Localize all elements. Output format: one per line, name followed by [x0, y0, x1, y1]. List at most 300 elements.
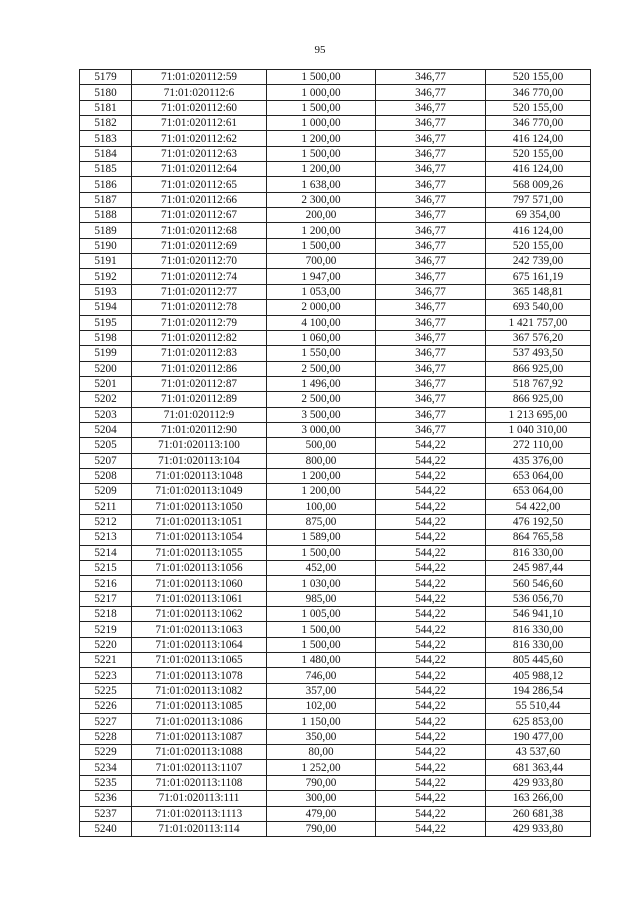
area-cell: 300,00 — [267, 791, 376, 806]
table-row — [80, 699, 591, 714]
cadastral-number-cell: 71:01:020113:1064 — [132, 637, 267, 652]
specific-value-cell: 346,77 — [376, 330, 486, 345]
row-number-cell: 5204 — [80, 422, 132, 437]
table-row — [80, 791, 591, 806]
cadastral-number-cell: 71:01:020112:64 — [132, 162, 267, 177]
specific-value-cell: 346,77 — [376, 254, 486, 269]
area-cell: 1 200,00 — [267, 162, 376, 177]
cadastral-number-cell: 71:01:020113:1061 — [132, 591, 267, 606]
row-number-cell: 5229 — [80, 745, 132, 760]
row-number-cell: 5214 — [80, 545, 132, 560]
table-body — [80, 70, 591, 837]
specific-value-cell: 544,22 — [376, 591, 486, 606]
specific-value-cell: 346,77 — [376, 376, 486, 391]
area-cell: 2 500,00 — [267, 361, 376, 376]
cadastral-value-cell: 536 056,70 — [486, 591, 591, 606]
cadastral-value-cell: 346 770,00 — [486, 116, 591, 131]
row-number-cell: 5202 — [80, 392, 132, 407]
area-cell: 985,00 — [267, 591, 376, 606]
table-row — [80, 468, 591, 483]
area-cell: 2 000,00 — [267, 300, 376, 315]
table-row — [80, 116, 591, 131]
row-number-cell: 5215 — [80, 561, 132, 576]
specific-value-cell: 346,77 — [376, 223, 486, 238]
cadastral-number-cell: 71:01:020112:60 — [132, 100, 267, 115]
area-cell: 1 200,00 — [267, 468, 376, 483]
cadastral-value-cell: 797 571,00 — [486, 192, 591, 207]
cadastral-number-cell: 71:01:020112:66 — [132, 192, 267, 207]
row-number-cell: 5211 — [80, 499, 132, 514]
area-cell: 1 500,00 — [267, 622, 376, 637]
area-cell: 1 550,00 — [267, 346, 376, 361]
cadastral-number-cell: 71:01:020113:1060 — [132, 576, 267, 591]
cadastral-value-cell: 416 124,00 — [486, 131, 591, 146]
cadastral-number-cell: 71:01:020113:1082 — [132, 683, 267, 698]
table-row — [80, 576, 591, 591]
cadastral-number-cell: 71:01:020113:1063 — [132, 622, 267, 637]
specific-value-cell: 544,22 — [376, 561, 486, 576]
specific-value-cell: 346,77 — [376, 346, 486, 361]
row-number-cell: 5220 — [80, 637, 132, 652]
cadastral-number-cell: 71:01:020112:77 — [132, 284, 267, 299]
cadastral-value-cell: 816 330,00 — [486, 545, 591, 560]
row-number-cell: 5236 — [80, 791, 132, 806]
cadastral-number-cell: 71:01:020113:1113 — [132, 806, 267, 821]
cadastral-number-cell: 71:01:020112:61 — [132, 116, 267, 131]
specific-value-cell: 544,22 — [376, 514, 486, 529]
cadastral-number-cell: 71:01:020113:104 — [132, 453, 267, 468]
cadastral-number-cell: 71:01:020112:9 — [132, 407, 267, 422]
specific-value-cell: 544,22 — [376, 806, 486, 821]
specific-value-cell: 544,22 — [376, 438, 486, 453]
row-number-cell: 5189 — [80, 223, 132, 238]
cadastral-number-cell: 71:01:020112:90 — [132, 422, 267, 437]
area-cell: 1 589,00 — [267, 530, 376, 545]
area-cell: 1 000,00 — [267, 116, 376, 131]
row-number-cell: 5199 — [80, 346, 132, 361]
cadastral-number-cell: 71:01:020112:74 — [132, 269, 267, 284]
table-row — [80, 238, 591, 253]
area-cell: 479,00 — [267, 806, 376, 821]
table-row — [80, 422, 591, 437]
specific-value-cell: 346,77 — [376, 238, 486, 253]
cadastral-value-cell: 866 925,00 — [486, 361, 591, 376]
area-cell: 1 947,00 — [267, 269, 376, 284]
specific-value-cell: 544,22 — [376, 484, 486, 499]
table-row — [80, 591, 591, 606]
table-row — [80, 85, 591, 100]
area-cell: 100,00 — [267, 499, 376, 514]
cadastral-value-cell: 416 124,00 — [486, 162, 591, 177]
cadastral-number-cell: 71:01:020113:1065 — [132, 653, 267, 668]
cadastral-number-cell: 71:01:020113:1062 — [132, 607, 267, 622]
area-cell: 1 500,00 — [267, 100, 376, 115]
specific-value-cell: 346,77 — [376, 422, 486, 437]
cadastral-number-cell: 71:01:020113:1107 — [132, 760, 267, 775]
area-cell: 4 100,00 — [267, 315, 376, 330]
area-cell: 3 500,00 — [267, 407, 376, 422]
table-row — [80, 131, 591, 146]
table-row — [80, 668, 591, 683]
table-row — [80, 683, 591, 698]
table-row — [80, 714, 591, 729]
specific-value-cell: 346,77 — [376, 70, 486, 85]
area-cell: 700,00 — [267, 254, 376, 269]
specific-value-cell: 544,22 — [376, 791, 486, 806]
cadastral-number-cell: 71:01:020112:70 — [132, 254, 267, 269]
row-number-cell: 5201 — [80, 376, 132, 391]
cadastral-value-cell: 69 354,00 — [486, 208, 591, 223]
cadastral-value-cell: 520 155,00 — [486, 100, 591, 115]
cadastral-number-cell: 71:01:020113:111 — [132, 791, 267, 806]
cadastral-value-cell: 866 925,00 — [486, 392, 591, 407]
row-number-cell: 5181 — [80, 100, 132, 115]
cadastral-number-cell: 71:01:020113:1050 — [132, 499, 267, 514]
row-number-cell: 5203 — [80, 407, 132, 422]
row-number-cell: 5184 — [80, 146, 132, 161]
area-cell: 790,00 — [267, 821, 376, 836]
cadastral-number-cell: 71:01:020112:62 — [132, 131, 267, 146]
specific-value-cell: 544,22 — [376, 760, 486, 775]
row-number-cell: 5188 — [80, 208, 132, 223]
table-row — [80, 100, 591, 115]
cadastral-number-cell: 71:01:020112:68 — [132, 223, 267, 238]
specific-value-cell: 544,22 — [376, 468, 486, 483]
specific-value-cell: 346,77 — [376, 131, 486, 146]
cadastral-value-cell: 653 064,00 — [486, 484, 591, 499]
cadastral-number-cell: 71:01:020113:1086 — [132, 714, 267, 729]
cadastral-value-cell: 429 933,80 — [486, 821, 591, 836]
table-row — [80, 330, 591, 345]
table-row — [80, 223, 591, 238]
area-cell: 200,00 — [267, 208, 376, 223]
area-cell: 1 252,00 — [267, 760, 376, 775]
cadastral-number-cell: 71:01:020113:1054 — [132, 530, 267, 545]
specific-value-cell: 544,22 — [376, 653, 486, 668]
cadastral-number-cell: 71:01:020112:59 — [132, 70, 267, 85]
cadastral-value-cell: 625 853,00 — [486, 714, 591, 729]
cadastral-value-cell: 675 161,19 — [486, 269, 591, 284]
row-number-cell: 5208 — [80, 468, 132, 483]
specific-value-cell: 346,77 — [376, 407, 486, 422]
page-number: 95 — [314, 44, 326, 56]
cadastral-number-cell: 71:01:020113:1048 — [132, 468, 267, 483]
specific-value-cell: 544,22 — [376, 699, 486, 714]
area-cell: 1 200,00 — [267, 223, 376, 238]
area-cell: 1 496,00 — [267, 376, 376, 391]
cadastral-number-cell: 71:01:020112:67 — [132, 208, 267, 223]
area-cell: 2 500,00 — [267, 392, 376, 407]
table-row — [80, 545, 591, 560]
cadastral-value-cell: 405 988,12 — [486, 668, 591, 683]
cadastral-number-cell: 71:01:020113:1087 — [132, 729, 267, 744]
cadastral-value-cell: 242 739,00 — [486, 254, 591, 269]
cadastral-value-cell: 245 987,44 — [486, 561, 591, 576]
area-cell: 1 500,00 — [267, 238, 376, 253]
row-number-cell: 5187 — [80, 192, 132, 207]
table-row — [80, 162, 591, 177]
row-number-cell: 5225 — [80, 683, 132, 698]
specific-value-cell: 346,77 — [376, 100, 486, 115]
table-row — [80, 561, 591, 576]
row-number-cell: 5219 — [80, 622, 132, 637]
row-number-cell: 5218 — [80, 607, 132, 622]
row-number-cell: 5191 — [80, 254, 132, 269]
table-row — [80, 745, 591, 760]
cadastral-number-cell: 71:01:020112:6 — [132, 85, 267, 100]
area-cell: 452,00 — [267, 561, 376, 576]
area-cell: 350,00 — [267, 729, 376, 744]
specific-value-cell: 544,22 — [376, 729, 486, 744]
row-number-cell: 5192 — [80, 269, 132, 284]
row-number-cell: 5180 — [80, 85, 132, 100]
row-number-cell: 5194 — [80, 300, 132, 315]
area-cell: 1 053,00 — [267, 284, 376, 299]
area-cell: 1 060,00 — [267, 330, 376, 345]
table-row — [80, 254, 591, 269]
cadastral-number-cell: 71:01:020113:1085 — [132, 699, 267, 714]
cadastral-value-cell: 864 765,58 — [486, 530, 591, 545]
specific-value-cell: 346,77 — [376, 146, 486, 161]
area-cell: 1 150,00 — [267, 714, 376, 729]
table-row — [80, 177, 591, 192]
table-row — [80, 622, 591, 637]
cadastral-value-cell: 693 540,00 — [486, 300, 591, 315]
cadastral-value-cell: 367 576,20 — [486, 330, 591, 345]
table-row — [80, 653, 591, 668]
row-number-cell: 5183 — [80, 131, 132, 146]
cadastral-number-cell: 71:01:020112:89 — [132, 392, 267, 407]
row-number-cell: 5185 — [80, 162, 132, 177]
cadastral-value-cell: 537 493,50 — [486, 346, 591, 361]
row-number-cell: 5209 — [80, 484, 132, 499]
area-cell: 102,00 — [267, 699, 376, 714]
table-row — [80, 514, 591, 529]
cadastral-value-cell: 805 445,60 — [486, 653, 591, 668]
area-cell: 800,00 — [267, 453, 376, 468]
cadastral-value-cell: 1 213 695,00 — [486, 407, 591, 422]
table-row — [80, 760, 591, 775]
area-cell: 3 000,00 — [267, 422, 376, 437]
cadastral-value-cell: 1 040 310,00 — [486, 422, 591, 437]
table-row — [80, 361, 591, 376]
table-row — [80, 806, 591, 821]
cadastral-value-cell: 54 422,00 — [486, 499, 591, 514]
area-cell: 1 638,00 — [267, 177, 376, 192]
specific-value-cell: 544,22 — [376, 821, 486, 836]
cadastral-number-cell: 71:01:020113:1108 — [132, 775, 267, 790]
cadastral-number-cell: 71:01:020113:1078 — [132, 668, 267, 683]
row-number-cell: 5221 — [80, 653, 132, 668]
cadastral-number-cell: 71:01:020113:1055 — [132, 545, 267, 560]
cadastral-value-cell: 435 376,00 — [486, 453, 591, 468]
area-cell: 2 300,00 — [267, 192, 376, 207]
area-cell: 500,00 — [267, 438, 376, 453]
specific-value-cell: 346,77 — [376, 300, 486, 315]
cadastral-value-cell: 1 421 757,00 — [486, 315, 591, 330]
cadastral-number-cell: 71:01:020112:82 — [132, 330, 267, 345]
cadastral-number-cell: 71:01:020112:79 — [132, 315, 267, 330]
cadastral-number-cell: 71:01:020112:86 — [132, 361, 267, 376]
table-row — [80, 70, 591, 85]
area-cell: 80,00 — [267, 745, 376, 760]
specific-value-cell: 346,77 — [376, 177, 486, 192]
cadastral-number-cell: 71:01:020113:1051 — [132, 514, 267, 529]
cadastral-value-cell: 476 192,50 — [486, 514, 591, 529]
row-number-cell: 5223 — [80, 668, 132, 683]
cadastral-value-cell: 163 266,00 — [486, 791, 591, 806]
area-cell: 1 030,00 — [267, 576, 376, 591]
row-number-cell: 5179 — [80, 70, 132, 85]
row-number-cell: 5190 — [80, 238, 132, 253]
specific-value-cell: 346,77 — [376, 269, 486, 284]
row-number-cell: 5227 — [80, 714, 132, 729]
cadastral-number-cell: 71:01:020112:63 — [132, 146, 267, 161]
cadastral-number-cell: 71:01:020112:83 — [132, 346, 267, 361]
row-number-cell: 5193 — [80, 284, 132, 299]
specific-value-cell: 346,77 — [376, 85, 486, 100]
area-cell: 1 500,00 — [267, 637, 376, 652]
specific-value-cell: 544,22 — [376, 683, 486, 698]
cadastral-value-cell: 190 477,00 — [486, 729, 591, 744]
cadastral-value-cell: 365 148,81 — [486, 284, 591, 299]
row-number-cell: 5228 — [80, 729, 132, 744]
row-number-cell: 5237 — [80, 806, 132, 821]
row-number-cell: 5205 — [80, 438, 132, 453]
cadastral-value-cell: 520 155,00 — [486, 70, 591, 85]
table-row — [80, 315, 591, 330]
specific-value-cell: 544,22 — [376, 453, 486, 468]
area-cell: 1 500,00 — [267, 545, 376, 560]
table-row — [80, 284, 591, 299]
row-number-cell: 5200 — [80, 361, 132, 376]
specific-value-cell: 346,77 — [376, 315, 486, 330]
cadastral-number-cell: 71:01:020113:1056 — [132, 561, 267, 576]
specific-value-cell: 346,77 — [376, 192, 486, 207]
cadastral-value-cell: 43 537,60 — [486, 745, 591, 760]
table-row — [80, 484, 591, 499]
cadastral-value-cell: 568 009,26 — [486, 177, 591, 192]
row-number-cell: 5198 — [80, 330, 132, 345]
cadastral-value-cell: 681 363,44 — [486, 760, 591, 775]
table-row — [80, 530, 591, 545]
cadastral-value-cell: 194 286,54 — [486, 683, 591, 698]
row-number-cell: 5182 — [80, 116, 132, 131]
cadastral-value-cell: 816 330,00 — [486, 622, 591, 637]
cadastral-value-cell: 560 546,60 — [486, 576, 591, 591]
table-row — [80, 607, 591, 622]
table-row — [80, 729, 591, 744]
specific-value-cell: 544,22 — [376, 545, 486, 560]
cadastral-value-cell: 546 941,10 — [486, 607, 591, 622]
table-row — [80, 499, 591, 514]
row-number-cell: 5217 — [80, 591, 132, 606]
cadastral-number-cell: 71:01:020112:78 — [132, 300, 267, 315]
area-cell: 875,00 — [267, 514, 376, 529]
specific-value-cell: 346,77 — [376, 284, 486, 299]
cadastral-value-cell: 346 770,00 — [486, 85, 591, 100]
table-row — [80, 269, 591, 284]
table-row — [80, 438, 591, 453]
specific-value-cell: 544,22 — [376, 499, 486, 514]
row-number-cell: 5195 — [80, 315, 132, 330]
row-number-cell: 5226 — [80, 699, 132, 714]
specific-value-cell: 544,22 — [376, 530, 486, 545]
cadastral-number-cell: 71:01:020113:100 — [132, 438, 267, 453]
row-number-cell: 5207 — [80, 453, 132, 468]
cadastral-value-cell: 520 155,00 — [486, 146, 591, 161]
specific-value-cell: 544,22 — [376, 775, 486, 790]
specific-value-cell: 544,22 — [376, 714, 486, 729]
cadastral-number-cell: 71:01:020112:69 — [132, 238, 267, 253]
cadastral-value-cell: 520 155,00 — [486, 238, 591, 253]
table-row — [80, 300, 591, 315]
cadastral-number-cell: 71:01:020112:87 — [132, 376, 267, 391]
row-number-cell: 5240 — [80, 821, 132, 836]
area-cell: 1 500,00 — [267, 146, 376, 161]
row-number-cell: 5216 — [80, 576, 132, 591]
table-row — [80, 146, 591, 161]
specific-value-cell: 544,22 — [376, 637, 486, 652]
area-cell: 790,00 — [267, 775, 376, 790]
cadastral-value-cell: 260 681,38 — [486, 806, 591, 821]
table-row — [80, 453, 591, 468]
row-number-cell: 5234 — [80, 760, 132, 775]
specific-value-cell: 346,77 — [376, 361, 486, 376]
specific-value-cell: 346,77 — [376, 208, 486, 223]
area-cell: 357,00 — [267, 683, 376, 698]
area-cell: 1 200,00 — [267, 131, 376, 146]
table-row — [80, 821, 591, 836]
area-cell: 1 200,00 — [267, 484, 376, 499]
row-number-cell: 5235 — [80, 775, 132, 790]
table-row — [80, 208, 591, 223]
area-cell: 1 480,00 — [267, 653, 376, 668]
cadastral-value-table — [79, 69, 591, 837]
cadastral-number-cell: 71:01:020113:1049 — [132, 484, 267, 499]
cadastral-value-cell: 653 064,00 — [486, 468, 591, 483]
specific-value-cell: 346,77 — [376, 162, 486, 177]
specific-value-cell: 544,22 — [376, 622, 486, 637]
cadastral-value-cell: 429 933,80 — [486, 775, 591, 790]
cadastral-number-cell: 71:01:020113:114 — [132, 821, 267, 836]
cadastral-value-cell: 416 124,00 — [486, 223, 591, 238]
row-number-cell: 5186 — [80, 177, 132, 192]
area-cell: 1 500,00 — [267, 70, 376, 85]
specific-value-cell: 544,22 — [376, 607, 486, 622]
cadastral-value-cell: 55 510,44 — [486, 699, 591, 714]
row-number-cell: 5212 — [80, 514, 132, 529]
specific-value-cell: 346,77 — [376, 116, 486, 131]
table-row — [80, 637, 591, 652]
row-number-cell: 5213 — [80, 530, 132, 545]
area-cell: 1 005,00 — [267, 607, 376, 622]
table-row — [80, 346, 591, 361]
table-row — [80, 407, 591, 422]
specific-value-cell: 544,22 — [376, 745, 486, 760]
cadastral-number-cell: 71:01:020113:1088 — [132, 745, 267, 760]
specific-value-cell: 346,77 — [376, 392, 486, 407]
table-row — [80, 775, 591, 790]
table-row — [80, 192, 591, 207]
cadastral-value-cell: 272 110,00 — [486, 438, 591, 453]
cadastral-value-cell: 816 330,00 — [486, 637, 591, 652]
table-row — [80, 376, 591, 391]
cadastral-value-cell: 518 767,92 — [486, 376, 591, 391]
cadastral-number-cell: 71:01:020112:65 — [132, 177, 267, 192]
area-cell: 1 000,00 — [267, 85, 376, 100]
specific-value-cell: 544,22 — [376, 576, 486, 591]
